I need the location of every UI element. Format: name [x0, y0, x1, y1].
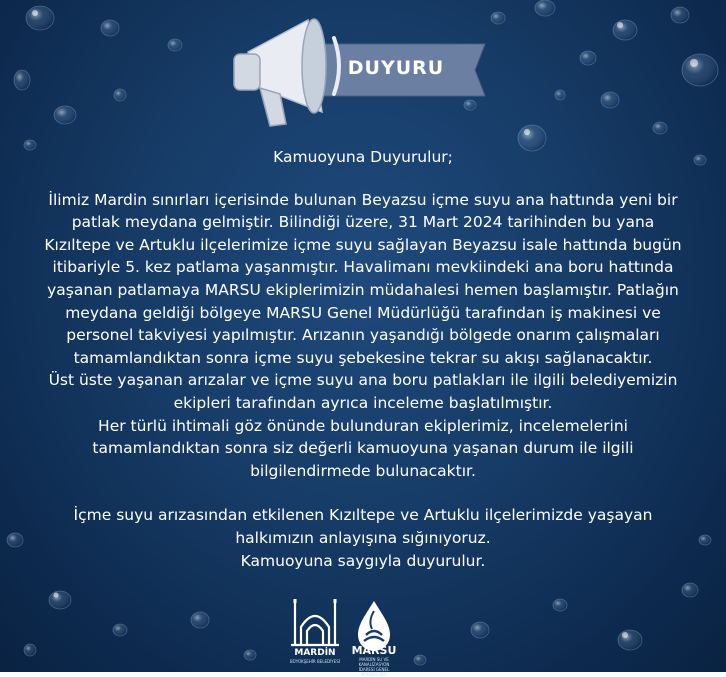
megaphone-icon [234, 19, 339, 126]
announcement-text [10, 146, 716, 572]
banner-title: DUYURU [347, 57, 445, 79]
marsu-logo-name: MARSU [351, 644, 397, 657]
paragraph-line: ekipleri tarafından ayrıca inceleme başlatılmıştır. [173, 393, 553, 412]
paragraph-line: yaşanan patlamaya MARSU ekiplerimizin müdahalesi hemen başlamıştır. Patlağın [47, 280, 679, 299]
paragraph-line: Kızıltepe ve Artuklu ilçelerimize içme suyu sağlayan Beyazsu isale hattında bugün [44, 235, 682, 254]
paragraph-line: personel takviyesi yapılmıştır. Arızanın yaşandığı bölgede onarım çalışmaları [66, 326, 660, 345]
paragraph-line: tamamlandıktan sonra siz değerli kamuoyuna yaşanan durum ile ilgili [92, 439, 634, 458]
mardin-logo-subtitle: BÜYÜKŞEHİR BELEDİYESİ [290, 659, 340, 664]
mardin-logo-name: MARDİN [294, 648, 336, 658]
paragraph-line: bilgilendirmede bulunacaktır. [250, 461, 476, 480]
greeting: Kamuoyuna Duyurulur; [273, 148, 453, 166]
paragraph-line: itibariyle 5. kez patlama yaşanmıştır. Havalimanı mevkiindeki ana boru hattında [52, 258, 674, 277]
paragraph-gap [10, 482, 716, 504]
closing-line: halkımızın anlayışına sığınıyoruz. [235, 528, 491, 547]
paragraph-line: meydana geldiği bölgeye MARSU Genel Müdürlüğü tarafından iş makinesi ve [65, 303, 661, 322]
closing-line: İçme suyu arızasından etkilenen Kızıltepe ve Artuklu ilçelerimizde yaşayan [73, 506, 653, 525]
paragraph-line: İlimiz Mardin sınırları içerisinde bulunan Beyazsu içme suyu ana hattında yeni bir [48, 190, 678, 209]
paragraph-line: Üst üste yaşanan arızalar ve içme suyu ana boru patlakları ile ilgili belediyemizin [48, 371, 678, 390]
paragraph-line: tamamlandıktan sonra içme suyu şebekesine tekrar su akışı sağlanacaktır. [73, 348, 653, 367]
paragraph-line: Her türlü ihtimali göz önünde bulunduran ekiplerimiz, incelemelerini [98, 416, 628, 435]
paragraph-line: patlak meydana gelmiştir. Bilindiği üzere, 31 Mart 2024 tarihinden bu yana [71, 213, 655, 232]
closing-line: Kamuoyuna saygıyla duyurulur. [240, 551, 486, 570]
marsu-logo-subtitle: MARDİN SU VE KANALİZASYON İDARESİ GENEL MÜDÜRLÜĞÜ [358, 657, 390, 677]
